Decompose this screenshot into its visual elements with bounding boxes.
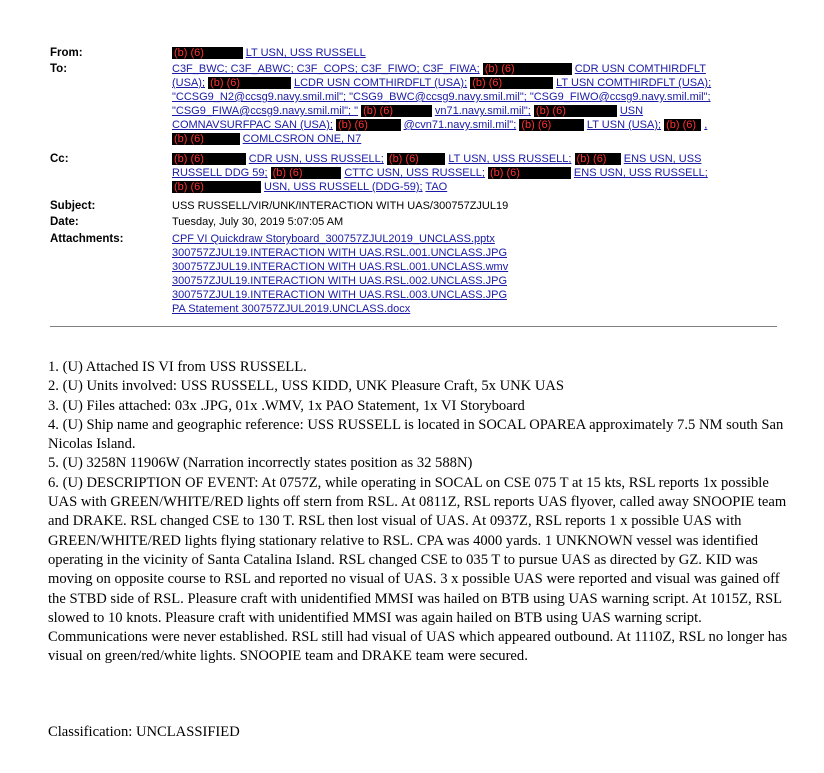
redaction-box: (b) (6) xyxy=(336,119,401,131)
to-recipient-link[interactable]: C3F_BWC; C3F_ABWC; C3F_COPS; C3F_FIWO; C3F_FIWA; xyxy=(172,63,480,75)
to-recipient-link[interactable]: LCDR USN COMTHIRDFLT (USA); xyxy=(293,77,468,89)
from-label: From: xyxy=(50,47,83,59)
attachment-link[interactable]: CPF VI Quickdraw Storyboard_300757ZJUL2019_UNCLASS.pptx xyxy=(172,233,495,245)
attachment-link[interactable]: 300757ZJUL19.INTERACTION WITH UAS.RSL.003.UNCLASS.JPG xyxy=(172,289,507,301)
attachment-link[interactable]: PA Statement 300757ZJUL2019.UNCLASS.docx xyxy=(172,303,411,315)
cc-recipient-link[interactable]: CTTC USN, USS RUSSELL; xyxy=(344,167,485,179)
redaction-box: (b) (6) xyxy=(470,77,553,89)
subject-value: USS RUSSELL/VIR/UNK/INTERACTION WITH UAS/300757ZJUL19 xyxy=(172,200,509,212)
redaction-box: (b) (6) xyxy=(534,105,617,117)
cc-recipient-link[interactable]: TAO xyxy=(425,181,448,193)
redaction-box: (b) (6) xyxy=(172,153,246,165)
redaction-box: (b) (6) xyxy=(387,153,445,165)
to-recipient-link[interactable]: @cvn71.navy.smil.mil"; xyxy=(403,119,517,131)
subject-label: Subject: xyxy=(50,200,96,212)
redaction-box: (b) (6) xyxy=(172,47,243,59)
redaction-box: (b) (6) xyxy=(488,167,571,179)
to-recipient-link[interactable]: COMLCSRON ONE, N7 xyxy=(242,133,362,145)
redaction-box: (b) (6) xyxy=(172,181,261,193)
cc-recipient-link[interactable]: RUSSELL DDG 59; xyxy=(172,167,268,179)
to-recipient-link[interactable]: "CSG9_FIWA@ccsg9.navy.smil.mil"; " xyxy=(172,105,359,117)
message-body xyxy=(48,358,788,667)
body-item: 3. (U) Files attached: 03x .JPG, 01x .WMV, 1x PAO Statement, 1x VI Storyboard xyxy=(48,397,525,414)
cc-recipient-link[interactable]: ENS USN, USS xyxy=(623,153,702,165)
to-recipient-link[interactable]: (USA); xyxy=(172,77,205,89)
date-value: Tuesday, July 30, 2019 5:07:05 AM xyxy=(172,216,344,228)
header-divider xyxy=(50,326,777,327)
redaction-box: (b) (6) xyxy=(519,119,584,131)
to-recipient-link[interactable]: LT USN (USA); xyxy=(586,119,662,131)
redaction-box: (b) (6) xyxy=(575,153,621,165)
redaction-box: (b) (6) xyxy=(664,119,701,131)
to-recipient-link[interactable]: CDR USN COMTHIRDFLT xyxy=(574,63,706,75)
to-recipient-link[interactable]: vn71.navy.smil.mil"; xyxy=(434,105,531,117)
redaction-box: (b) (6) xyxy=(172,133,240,145)
to-recipient-link[interactable]: COMNAVSURFPAC SAN (USA); xyxy=(172,119,333,131)
body-item: 6. (U) DESCRIPTION OF EVENT: At 0757Z, while operating in SOCAL on CSE 075 T at 15 kts, RSL reports 1x possible UAS with GREEN/WHITE/RED lights off stern from RSL. At 0811Z, RSL reports UAS flyover, called away SNOOPIE team and DRAKE. RSL changed CSE to 130 T. RSL then lost visual of UAS. At 0937Z, RSL reports 1 x possible UAS with GREEN/WHITE/RED lights flying stationary relative to RSL. CPA was 4000 yards. 1 UNKNOWN vessel was identified operating in the vicinity of Santa Catalina Island. RSL changed CSE to 035 T to pursue UAS as directed by GZ. KID was moving on opposite course to RSL and reported no visual of UAS. 3 x possible UAS were reported and visual was gained off the STBD side of RSL. Pleasure craft with unidentified MMSI was hailed on BTB using UAS warning script. At 1015Z, RSL slowed to 10 knots. Pleasure craft with unidentified MMSI was again hailed on BTB using UAS warning script. Communications were never established. RSL still had visual of UAS which appeared outbound. At 1110Z, RSL no longer has visual on green/red/white lights. SNOOPIE team and DRAKE team were secured. xyxy=(48,474,788,665)
email-header xyxy=(0,0,824,340)
to-value xyxy=(172,62,772,146)
attachment-link[interactable]: 300757ZJUL19.INTERACTION WITH UAS.RSL.001.UNCLASS.JPG xyxy=(172,247,507,259)
body-item: 4. (U) Ship name and geographic reference: USS RUSSELL is located in SOCAL OPAREA approximately 7.5 NM south San Nicolas Island. xyxy=(48,416,784,453)
attachments-list xyxy=(172,232,772,316)
from-value xyxy=(172,46,772,60)
to-recipient-link[interactable]: LT USN COMTHIRDFLT (USA); xyxy=(556,77,712,89)
attachment-link[interactable]: 300757ZJUL19.INTERACTION WITH UAS.RSL.002.UNCLASS.JPG xyxy=(172,275,507,287)
redaction-box: (b) (6) xyxy=(361,105,432,117)
redaction-box: (b) (6) xyxy=(483,63,572,75)
cc-recipient-link[interactable]: LT USN, USS RUSSELL; xyxy=(448,153,572,165)
redaction-box: (b) (6) xyxy=(208,77,291,89)
to-recipient-link[interactable]: , xyxy=(704,119,708,131)
to-label: To: xyxy=(50,63,68,75)
body-item: 1. (U) Attached IS VI from USS RUSSELL. xyxy=(48,359,307,375)
redaction-box: (b) (6) xyxy=(271,167,342,179)
from-sender-link[interactable]: LT USN, USS RUSSELL xyxy=(245,47,366,59)
classification-line: Classification: UNCLASSIFIED xyxy=(48,724,240,740)
attachments-label: Attachments: xyxy=(50,233,124,245)
cc-recipient-link[interactable]: ENS USN, USS RUSSELL; xyxy=(573,167,708,179)
cc-recipient-link[interactable]: USN, USS RUSSELL (DDG-59); xyxy=(264,181,423,193)
body-item: 2. (U) Units involved: USS RUSSELL, USS KIDD, UNK Pleasure Craft, 5x UNK UAS xyxy=(48,378,565,395)
to-recipient-link[interactable]: USN xyxy=(619,105,644,117)
cc-label: Cc: xyxy=(50,153,69,165)
date-label: Date: xyxy=(50,216,79,228)
cc-value xyxy=(172,152,772,194)
attachment-link[interactable]: 300757ZJUL19.INTERACTION WITH UAS.RSL.001.UNCLASS.wmv xyxy=(172,261,509,273)
cc-recipient-link[interactable]: CDR USN, USS RUSSELL; xyxy=(248,153,384,165)
to-recipient-link[interactable]: "CCSG9_N2@ccsg9.navy.smil.mil"; "CSG9_BWC@ccsg9.navy.smil.mil"; "CSG9_FIWO@ccsg9.navy.smil.mil"; xyxy=(172,91,711,103)
body-item: 5. (U) 3258N 11906W (Narration incorrectly states position as 32 588N) xyxy=(48,455,473,472)
